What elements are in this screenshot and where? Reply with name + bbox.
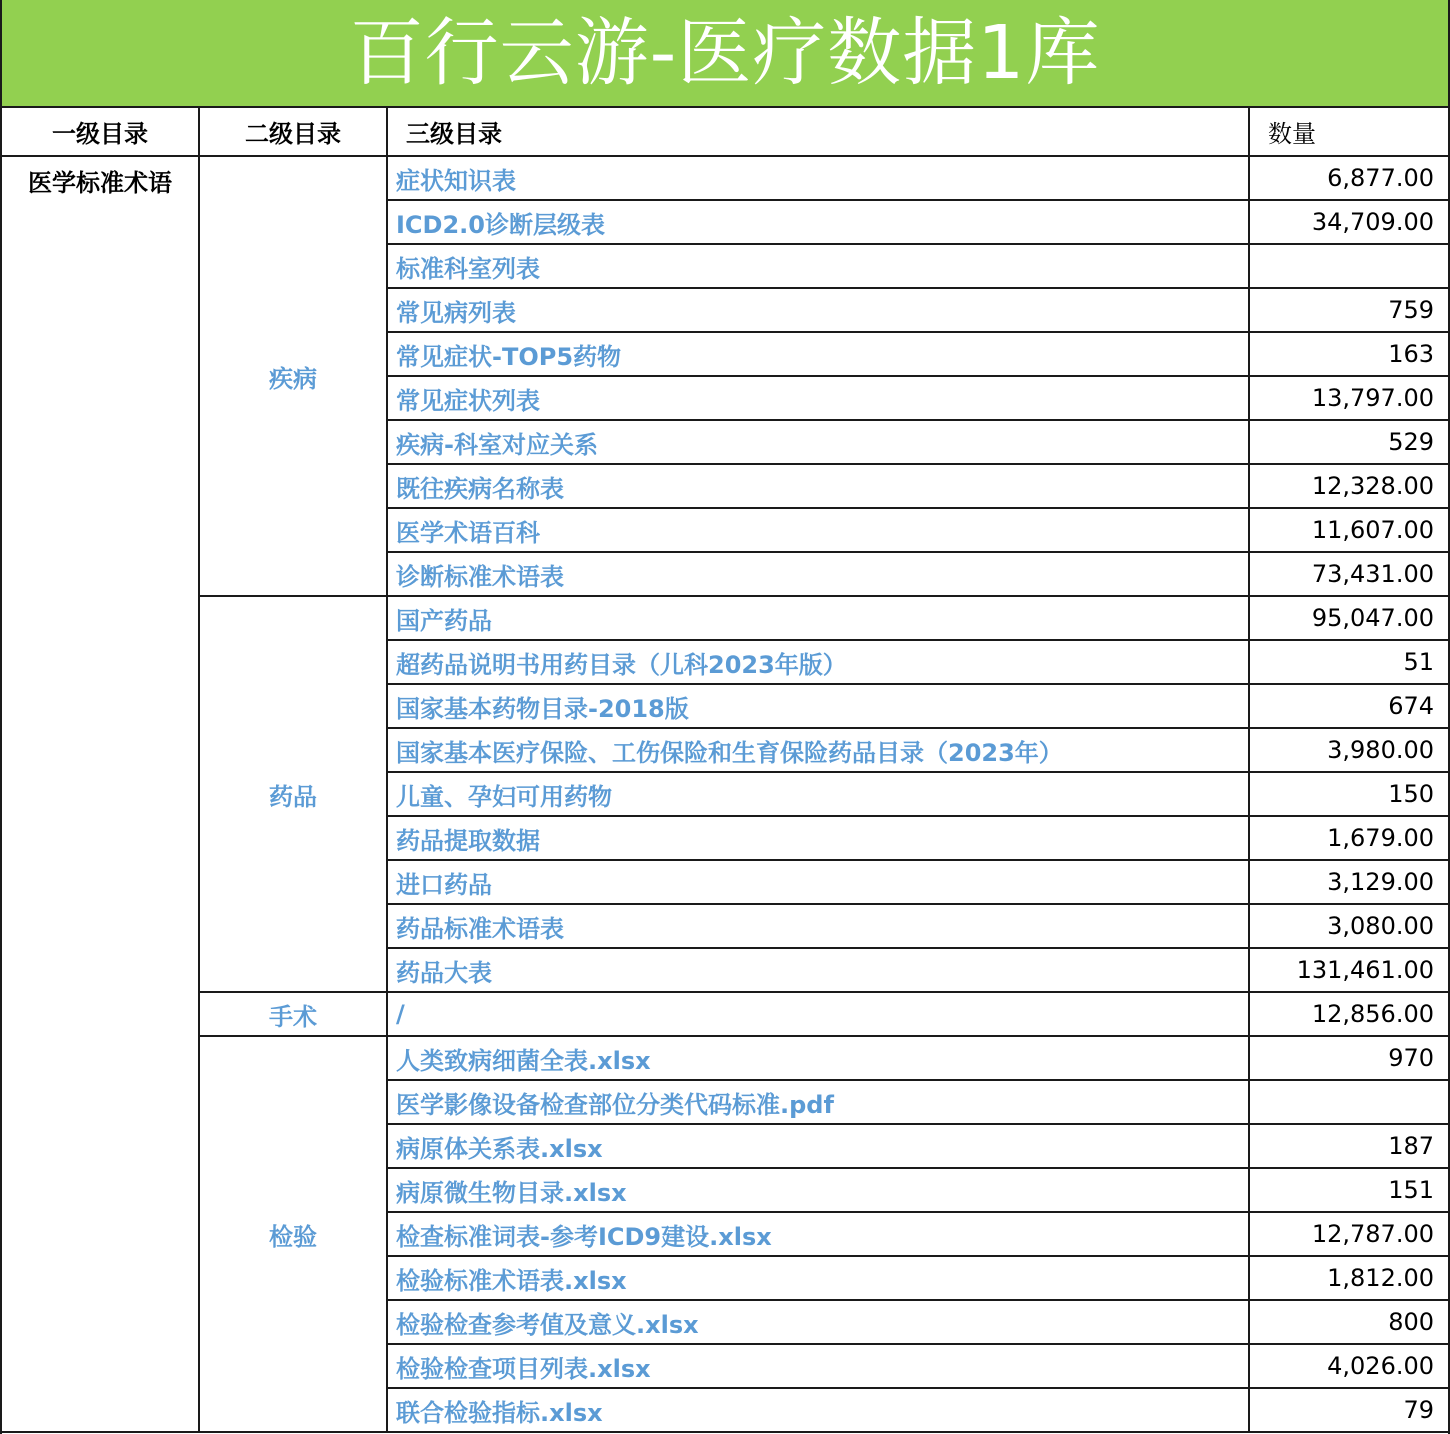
item-count: 187: [1249, 1124, 1448, 1168]
title-banner: [2, 0, 1448, 108]
level2-category[interactable]: 药品: [199, 596, 387, 992]
item-count: 12,787.00: [1249, 1212, 1448, 1256]
level3-item-link[interactable]: 药品大表: [387, 948, 1249, 992]
level3-item-link[interactable]: 人类致病细菌全表.xlsx: [387, 1036, 1249, 1080]
level3-item-link[interactable]: 医学术语百科: [387, 508, 1249, 552]
level3-item-link[interactable]: 既往疾病名称表: [387, 464, 1249, 508]
item-count: 529: [1249, 420, 1448, 464]
item-count: 131,461.00: [1249, 948, 1448, 992]
item-count: 150: [1249, 772, 1448, 816]
level3-item-link[interactable]: 病原体关系表.xlsx: [387, 1124, 1249, 1168]
item-count: [1249, 1080, 1448, 1124]
item-count: 11,607.00: [1249, 508, 1448, 552]
item-count: 12,328.00: [1249, 464, 1448, 508]
item-count: 34,709.00: [1249, 200, 1448, 244]
table-row: [2, 156, 1448, 200]
item-count: 4,026.00: [1249, 1344, 1448, 1388]
table-row: [2, 992, 1448, 1036]
level3-item-link[interactable]: 儿童、孕妇可用药物: [387, 772, 1249, 816]
level3-item-link[interactable]: 药品标准术语表: [387, 904, 1249, 948]
item-count: 674: [1249, 684, 1448, 728]
item-count: 6,877.00: [1249, 156, 1448, 200]
catalog-table: [2, 108, 1448, 1433]
item-count: 800: [1249, 1300, 1448, 1344]
level3-item-link[interactable]: 医学影像设备检查部位分类代码标准.pdf: [387, 1080, 1249, 1124]
item-count: 759: [1249, 288, 1448, 332]
item-count: 3,080.00: [1249, 904, 1448, 948]
item-count: 163: [1249, 332, 1448, 376]
header-level3: 三级目录: [387, 108, 1249, 156]
level3-item-link[interactable]: 检验检查项目列表.xlsx: [387, 1344, 1249, 1388]
level3-item-link[interactable]: /: [387, 992, 1249, 1036]
level3-item-link[interactable]: 国家基本药物目录-2018版: [387, 684, 1249, 728]
header-level1: 一级目录: [2, 108, 199, 156]
item-count: 3,980.00: [1249, 728, 1448, 772]
level3-item-link[interactable]: 进口药品: [387, 860, 1249, 904]
level2-category[interactable]: 手术: [199, 992, 387, 1036]
header-level2: 二级目录: [199, 108, 387, 156]
page-title: 百行云游-医疗数据1库: [349, 10, 1101, 96]
level3-item-link[interactable]: 国产药品: [387, 596, 1249, 640]
item-count: 73,431.00: [1249, 552, 1448, 596]
level3-item-link[interactable]: 检查标准词表-参考ICD9建设.xlsx: [387, 1212, 1249, 1256]
item-count: 3,129.00: [1249, 860, 1448, 904]
header-row: [2, 108, 1448, 156]
level3-item-link[interactable]: 疾病-科室对应关系: [387, 420, 1249, 464]
level3-item-link[interactable]: 超药品说明书用药目录（儿科2023年版）: [387, 640, 1249, 684]
level3-item-link[interactable]: 药品提取数据: [387, 816, 1249, 860]
item-count: 13,797.00: [1249, 376, 1448, 420]
level3-item-link[interactable]: 检验检查参考值及意义.xlsx: [387, 1300, 1249, 1344]
level3-item-link[interactable]: 常见症状-TOP5药物: [387, 332, 1249, 376]
item-count: 1,679.00: [1249, 816, 1448, 860]
level3-item-link[interactable]: 联合检验指标.xlsx: [387, 1388, 1249, 1432]
item-count: 79: [1249, 1388, 1448, 1432]
table-row: [2, 1036, 1448, 1080]
level3-item-link[interactable]: 国家基本医疗保险、工伤保险和生育保险药品目录（2023年）: [387, 728, 1249, 772]
item-count: 970: [1249, 1036, 1448, 1080]
item-count: 95,047.00: [1249, 596, 1448, 640]
table-row: [2, 596, 1448, 640]
item-count: 151: [1249, 1168, 1448, 1212]
level2-category[interactable]: 检验: [199, 1036, 387, 1432]
level3-item-link[interactable]: 常见症状列表: [387, 376, 1249, 420]
level3-item-link[interactable]: 标准科室列表: [387, 244, 1249, 288]
level2-category[interactable]: 疾病: [199, 156, 387, 596]
level1-category: 医学标准术语: [2, 156, 199, 1432]
item-count: 1,812.00: [1249, 1256, 1448, 1300]
level3-item-link[interactable]: ICD2.0诊断层级表: [387, 200, 1249, 244]
level3-item-link[interactable]: 病原微生物目录.xlsx: [387, 1168, 1249, 1212]
item-count: [1249, 244, 1448, 288]
level3-item-link[interactable]: 诊断标准术语表: [387, 552, 1249, 596]
level3-item-link[interactable]: 常见病列表: [387, 288, 1249, 332]
level3-item-link[interactable]: 症状知识表: [387, 156, 1249, 200]
level3-item-link[interactable]: 检验标准术语表.xlsx: [387, 1256, 1249, 1300]
item-count: 51: [1249, 640, 1448, 684]
item-count: 12,856.00: [1249, 992, 1448, 1036]
header-count: 数量: [1249, 108, 1448, 156]
